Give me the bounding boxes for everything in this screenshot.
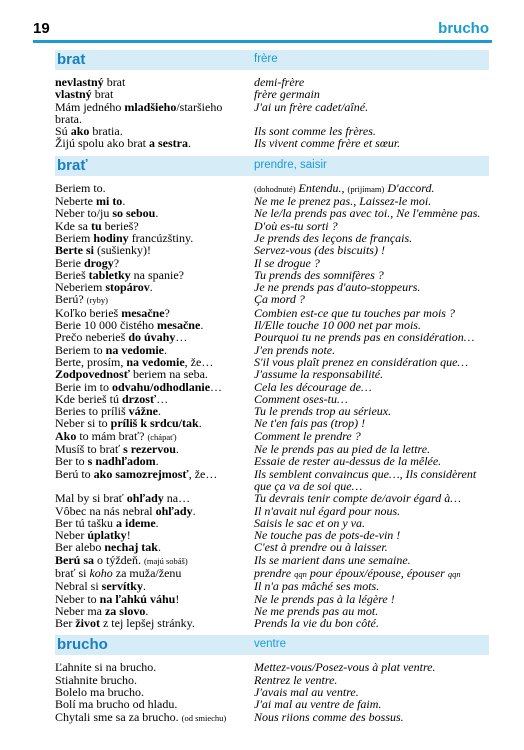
text-segment: . <box>145 603 149 618</box>
text-segment: Ne le prends pas à la légère ! <box>254 591 395 606</box>
bold-phrase: úplatky <box>87 528 127 543</box>
text-segment: Servez-vous (des biscuits) ! <box>254 243 385 258</box>
french-phrase <box>254 617 489 629</box>
entry-header <box>55 50 489 70</box>
text-segment: brať si <box>55 565 90 580</box>
text-segment: Ber alebo <box>55 540 105 555</box>
text-segment: Il n'a pas mâché ses mots. <box>254 579 380 594</box>
usage-note: (od smiechu) <box>181 712 227 723</box>
text-segment: … <box>210 379 223 394</box>
text-segment: Berú? <box>55 292 87 307</box>
bold-phrase: na ľahkú váhu <box>99 591 176 606</box>
text-segment: Ne me le prenez pas., Laissez-le moi. <box>254 194 432 209</box>
usage-note: (chápať) <box>147 431 177 442</box>
text-segment: ? <box>113 255 120 270</box>
text-segment: Ne me prends pas au mot. <box>254 603 379 618</box>
text-segment: Ľahnite si na brucho. <box>55 660 157 675</box>
french-phrase <box>254 182 489 195</box>
grammar-marker: koho <box>89 565 113 580</box>
text-segment: Neber si to <box>55 416 111 431</box>
french-phrase <box>254 554 489 567</box>
slovak-phrase <box>55 137 254 149</box>
bold-phrase: nechaj tak <box>104 540 158 555</box>
text-segment: za muža/ženu <box>112 565 182 580</box>
text-segment: . <box>200 318 204 333</box>
slovak-phrase <box>55 101 254 113</box>
text-segment: Neberiem <box>55 280 106 295</box>
text-segment: Il se drogue ? <box>254 255 320 270</box>
bold-phrase: s nadhľadom <box>87 454 156 469</box>
text-segment: ? <box>164 305 170 320</box>
text-segment: D'accord. <box>384 180 435 195</box>
text-segment: Neber to <box>55 591 100 606</box>
slovak-phrase <box>55 182 254 195</box>
text-segment: Ber <box>55 616 76 631</box>
headword-translation: prendre, saisir <box>254 158 327 171</box>
bold-phrase: s rezervou <box>123 442 176 457</box>
entry-rows <box>55 76 489 150</box>
text-segment: J'assume la responsabilité. <box>254 367 384 382</box>
bold-phrase: ako <box>70 124 90 139</box>
text-segment: … <box>175 330 188 345</box>
guide-word: brucho <box>438 20 489 37</box>
text-segment: Ils se marient dans une semaine. <box>254 552 411 567</box>
text-segment: Žijú spolu ako brat <box>55 136 149 151</box>
text-segment: Chytali sme sa za brucho. <box>55 709 182 724</box>
text-segment: brat <box>103 75 126 89</box>
text-segment: Berte, prosím, <box>55 354 127 369</box>
text-segment: Neber to/ju <box>55 206 113 221</box>
text-segment: Ne le prends pas au pied de la lettre. <box>254 442 431 457</box>
text-segment: que ça va de soi que… <box>254 478 363 493</box>
phrase-row <box>55 137 489 149</box>
text-segment: S'il vous plaît prenez en considération que… <box>254 354 469 369</box>
entry-rows <box>55 661 489 723</box>
text-segment: pour époux/épouse, épouser <box>306 565 448 580</box>
text-segment: J'ai mal au ventre de faim. <box>254 697 382 712</box>
bold-phrase: na vedomie <box>105 342 164 357</box>
text-segment: Neberte <box>55 194 96 209</box>
text-segment: . <box>164 342 167 357</box>
bold-phrase: na vedomie <box>126 354 185 369</box>
text-segment: Pourquoi tu ne prends pas en considération… <box>254 330 475 345</box>
text-segment: Berú to <box>55 466 94 481</box>
bold-phrase: do úvahy <box>128 330 176 345</box>
text-segment: Nous riions comme des bossus. <box>254 709 404 724</box>
bold-phrase: vážne <box>128 404 158 419</box>
bold-phrase: za slovo <box>104 603 146 618</box>
text-segment: Koľko berieš <box>55 305 122 320</box>
text-segment: na spanie? <box>130 267 184 282</box>
text-segment: D'où es-tu sorti ? <box>254 218 338 233</box>
text-segment: Ne t'en fais pas (trop) ! <box>254 416 366 431</box>
text-segment: . <box>157 540 161 555</box>
slovak-phrase <box>55 430 254 443</box>
text-segment: Ils sont comme les frères. <box>254 124 376 139</box>
text-segment: prendre <box>254 565 295 580</box>
text-segment: francúzštiny. <box>128 230 194 245</box>
text-segment: Ne le/la prends pas avec toi., Ne l'emmène pas. <box>254 206 481 221</box>
text-segment: bratia. <box>89 124 123 139</box>
text-segment: Cela les décourage de… <box>254 379 372 394</box>
text-segment: Je ne prends pas d'auto-stoppeurs. <box>254 280 421 295</box>
bold-phrase: nevlastný <box>55 75 104 89</box>
text-segment: J'avais mal au ventre. <box>254 685 359 700</box>
usage-note: (dohodnuté) <box>254 183 296 194</box>
text-segment: . <box>155 515 159 530</box>
text-segment: … <box>156 391 169 406</box>
text-segment: Berie im to <box>55 379 112 394</box>
text-segment: Beriem <box>55 230 94 245</box>
text-segment: . <box>142 579 146 594</box>
french-phrase <box>254 567 489 580</box>
text-segment: Tu prends des somnifères ? <box>254 267 384 282</box>
text-segment: beriem na seba. <box>129 367 208 382</box>
text-segment: Mal by si brať <box>55 491 127 506</box>
text-segment: (sušienky)! <box>93 243 151 258</box>
text-segment: Bolí ma brucho od hladu. <box>55 697 178 712</box>
bold-phrase: ohľady <box>155 503 193 518</box>
bold-phrase: hodiny <box>93 230 129 245</box>
bold-phrase: Ako <box>55 428 77 443</box>
bold-phrase: tabletky <box>88 267 131 282</box>
text-segment: Bolelo ma brucho. <box>55 685 144 700</box>
entries-column <box>55 50 489 724</box>
abbreviation: qqn <box>447 568 461 579</box>
bold-phrase: Zodpovednosť <box>55 367 130 382</box>
text-segment: /staršieho <box>176 99 223 114</box>
text-segment: to mám brať? <box>76 428 148 443</box>
text-segment: z tej lepšej stránky. <box>99 616 195 631</box>
text-segment: demi-frère <box>254 75 305 89</box>
text-segment: J'ai un frère cadet/aîné. <box>254 99 369 114</box>
phrase-row <box>55 617 489 629</box>
text-segment: Mám jedného <box>55 99 125 114</box>
phrase-row <box>55 101 489 113</box>
bold-phrase: mesačne <box>121 305 165 320</box>
french-phrase <box>254 430 489 443</box>
phrase-row <box>55 293 489 306</box>
header-rule <box>33 40 492 43</box>
entry-rows <box>55 182 489 630</box>
phrase-row <box>55 567 489 580</box>
text-segment: Rentrez le ventre. <box>254 672 338 687</box>
abbreviation: qqn <box>294 568 307 579</box>
slovak-phrase <box>55 617 254 629</box>
headword: brať <box>57 156 88 174</box>
text-segment: Prends la vie du bon côté. <box>254 616 379 631</box>
slovak-phrase <box>55 293 254 306</box>
text-segment: Stiahnite brucho. <box>55 672 137 687</box>
text-segment: Il/Elle touche 10 000 net par mois. <box>254 318 421 333</box>
usage-note: (ryby) <box>86 295 108 306</box>
text-segment: Ils vivent comme frère et sœur. <box>254 136 401 151</box>
headword: brat <box>57 51 86 68</box>
text-segment: Mettez-vous/Posez-vous à plat ventre. <box>254 660 436 675</box>
text-segment: . <box>155 454 159 469</box>
bold-phrase: ohľady <box>126 491 164 506</box>
text-segment: Il n'avait nul égard pour nous. <box>254 503 401 518</box>
text-segment: Berie <box>55 255 84 270</box>
bold-phrase: drogy <box>84 255 114 270</box>
text-segment: Ça mord ? <box>254 292 305 307</box>
text-segment: . <box>198 416 202 431</box>
french-phrase <box>254 293 489 306</box>
text-segment: Neber <box>55 528 88 543</box>
text-segment: . <box>155 206 159 221</box>
text-segment: Berieš <box>55 267 89 282</box>
bold-phrase: tu <box>91 218 102 233</box>
text-segment: Je prends des leçons de français. <box>254 230 413 245</box>
slovak-phrase <box>55 711 254 724</box>
page-number: 19 <box>33 20 50 37</box>
text-segment: o týždeň. <box>94 552 144 567</box>
text-segment: Neber ma <box>55 603 105 618</box>
bold-phrase: stopárov <box>105 280 150 295</box>
text-segment: . <box>149 280 153 295</box>
text-segment: Beries to príliš <box>55 404 129 419</box>
text-segment: J'en prends note. <box>254 342 336 357</box>
text-segment: Tu le prends trop au sérieux. <box>254 404 392 419</box>
french-phrase <box>254 101 489 113</box>
text-segment: Entendu., <box>295 180 348 195</box>
text-segment: Ne touche pas de pots-de-vin ! <box>254 528 401 543</box>
text-segment: Comment le prendre ? <box>254 428 361 443</box>
bold-phrase: so sebou <box>112 206 156 221</box>
text-segment: Vôbec na nás nebral <box>55 503 156 518</box>
bold-phrase: vlastný <box>55 87 92 102</box>
bold-phrase: drzosť <box>121 391 157 406</box>
text-segment: , že… <box>188 466 218 481</box>
text-segment: Beriem to <box>55 342 106 357</box>
phrase-row <box>55 554 489 567</box>
bold-phrase: Berú sa <box>55 552 94 567</box>
text-segment: ! <box>175 591 180 606</box>
phrase-row <box>55 182 489 195</box>
bold-phrase: mesačne <box>156 318 201 333</box>
text-segment: Comment oses-tu… <box>254 391 348 406</box>
text-segment: Beriem to. <box>55 180 106 195</box>
text-segment: . <box>192 503 196 518</box>
usage-note: (prijímam) <box>347 183 385 194</box>
entry-header <box>55 156 489 176</box>
slovak-phrase <box>55 554 254 567</box>
headword-translation: ventre <box>254 638 286 651</box>
headword: brucho <box>57 636 108 654</box>
bold-phrase: servítky <box>101 579 143 594</box>
text-segment: Combien est-ce que tu touches par mois ? <box>254 305 455 320</box>
text-segment: frère germain <box>254 87 320 102</box>
text-segment: . <box>158 404 161 419</box>
text-segment: . <box>187 136 191 151</box>
bold-phrase: mi to <box>95 194 123 209</box>
text-segment: Berie 10 000 čistého <box>55 318 157 333</box>
slovak-phrase <box>55 567 254 580</box>
text-segment: C'est à prendre ou à laisser. <box>254 540 388 555</box>
text-segment: na… <box>163 491 191 506</box>
text-segment: . <box>122 194 126 209</box>
bold-phrase: a sestra <box>148 136 188 151</box>
french-phrase <box>254 711 489 724</box>
text-segment: Ils semblent convaincus que…, Ils considèrent <box>254 466 477 481</box>
bold-phrase: mladšieho <box>124 99 177 114</box>
bold-phrase: príliš k srdcu/tak <box>110 416 199 431</box>
text-segment: Prečo neberieš <box>55 330 129 345</box>
phrase-row <box>55 430 489 443</box>
text-segment: ! <box>126 528 131 543</box>
headword-translation: frère <box>254 53 278 65</box>
bold-phrase: a ideme <box>116 515 156 530</box>
text-segment: Tu devrais tenir compte de/avoir égard à… <box>254 491 461 506</box>
text-segment: Kde berieš tú <box>55 391 122 406</box>
text-segment: Nebral si <box>55 579 102 594</box>
text-segment: berieš? <box>101 218 139 233</box>
text-segment: brata. <box>55 111 82 126</box>
slovak-phrase <box>55 468 254 480</box>
bold-phrase: Berte si <box>55 243 94 258</box>
text-segment: brat <box>91 87 114 102</box>
text-segment: Essaie de rester au-dessus de la mêlée. <box>254 454 442 469</box>
text-segment: Ber to <box>55 454 88 469</box>
text-segment: . <box>175 442 179 457</box>
text-segment: Kde sa <box>55 218 91 233</box>
text-segment: Saisis le sac et on y va. <box>254 515 365 530</box>
usage-note: (majú sobáš) <box>144 555 188 566</box>
text-segment: , že… <box>184 354 214 369</box>
phrase-row <box>55 711 489 724</box>
text-segment: Ber tú tašku <box>55 515 116 530</box>
bold-phrase: ako samozrejmosť <box>93 466 189 481</box>
entry-header <box>55 635 489 655</box>
bold-phrase: odvahu/odhodlanie <box>112 379 211 394</box>
text-segment: Musíš to brať <box>55 442 124 457</box>
bold-phrase: život <box>75 616 100 631</box>
french-phrase <box>254 137 489 149</box>
text-segment: Sú <box>55 124 71 139</box>
